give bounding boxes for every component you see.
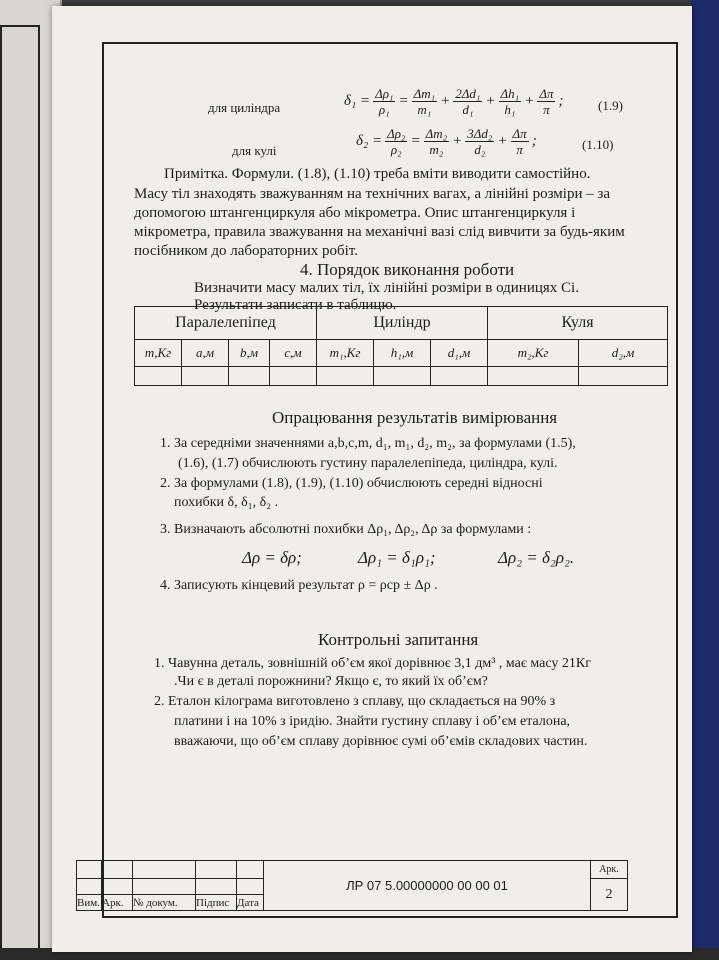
note-line-3: допомогою штангенциркуля або мікрометра. Опис штангенциркуля і: [134, 205, 576, 221]
document-code: ЛР 07 5.00000000 00 00 01: [264, 861, 591, 911]
frac-d2: $\frac{\text{3Δd₂}}{\text{d₂}}$: [467, 126, 493, 157]
col-d1: d₁,м: [431, 340, 488, 367]
col-date: Дата: [237, 895, 264, 911]
table-cell: [431, 367, 488, 386]
col-b: b,м: [229, 340, 270, 367]
sphere-formula-number: (1.10): [582, 137, 614, 152]
frac-pi2: $\frac{\Delta\pi}{\pi}$: [512, 126, 527, 157]
frac-h1: $\frac{\text{Δh₁}}{\text{h₁}}$: [500, 86, 520, 117]
frac-pi1: $\frac{\Delta\pi}{\pi}$: [539, 86, 554, 117]
note-line-5: посібником до лабораторних робіт.: [134, 243, 358, 259]
note-line-4: мікрометра, правила зважування на механічні вазі слід вивчити за будь-яким: [134, 224, 625, 240]
frac-rho2: $\frac{\text{Δρ₂}}{\text{ρ₂}}$: [387, 126, 406, 157]
adjacent-page-frame: [0, 25, 40, 955]
group-sphere: Куля: [488, 307, 668, 340]
processing-item-2a: 2. За формулами (1.8), (1.9), (1.10) обчислюють середні відносні: [160, 476, 543, 491]
sheet-label: Арк.: [591, 861, 628, 879]
question-2b: платини і на 10% з іридію. Знайти густину сплаву і об’єм еталона,: [174, 714, 571, 729]
table-cell: [229, 367, 270, 386]
binder-edge: [691, 0, 719, 960]
cylinder-formula-number: (1.9): [598, 98, 623, 113]
question-2a: 2. Еталон кілограма виготовлено з сплаву, що складається на 90% з: [154, 694, 556, 709]
col-d2: d₂,м: [579, 340, 668, 367]
procedure-heading: 4. Порядок виконання роботи: [300, 260, 515, 279]
procedure-line-2: Результати записати в таблицю.: [194, 297, 397, 313]
cylinder-lhs: δ₁ =: [344, 93, 371, 109]
table-cell: [182, 367, 229, 386]
questions-heading: Контрольні запитання: [318, 630, 479, 649]
processing-item-4: 4. Записують кінцевий результат ρ = ρср ± Δρ .: [160, 578, 438, 593]
table-cell: [579, 367, 668, 386]
question-1b: .Чи є в деталі порожнини? Якщо є, то який їх об’єм?: [174, 674, 488, 689]
col-m2: m₂,Кг: [488, 340, 579, 367]
sphere-lhs: δ₂ =: [356, 133, 383, 149]
processing-item-3: 3. Визначають абсолютні похибки Δρ₁, Δρ₂, Δρ за формулами :: [160, 522, 532, 537]
processing-item-1b: (1.6), (1.7) обчислюють густину паралелепіпеда, циліндра, кулі.: [178, 456, 558, 471]
processing-heading: Опрацювання результатів вимірювання: [272, 408, 558, 427]
note-line-2: Масу тіл знаходять зважуванням на технічних вагах, а лінійні розміри – за: [134, 186, 611, 202]
document-sheet: [52, 6, 692, 952]
sheet-number: 2: [591, 879, 628, 911]
question-2c: вважаючи, що об’єм сплаву дорівнює сумі об’ємів складових частин.: [174, 734, 588, 749]
col-izm: Вим.: [77, 896, 100, 909]
table-cell: [374, 367, 431, 386]
frac-m1: $\frac{\text{Δm₁}}{\text{m₁}}$: [413, 86, 436, 117]
col-ark: Арк.: [102, 895, 133, 911]
processing-item-1a: 1. За середніми значеннями a,b,c,m, d₁, m₁, d₂, m₂, за формулами (1.5),: [160, 436, 576, 451]
frac-rho1: $\frac{\text{Δρ₁}}{\text{ρ₁}}$: [375, 86, 394, 117]
processing-item-2b: похибки δ, δ₁, δ₂ .: [174, 495, 279, 510]
col-c: c,м: [270, 340, 317, 367]
col-h1: h₁,м: [374, 340, 431, 367]
sphere-label: для кулі: [232, 143, 277, 158]
frac-d1: $\frac{\text{2Δd₁}}{\text{d₁}}$: [455, 86, 481, 117]
procedure-line-1: Визначити масу малих тіл, їх лінійні розміри в одиницях Сі.: [194, 280, 579, 296]
sphere-formula: δ₂ = $\frac{\text{Δρ₂}}{\text{ρ₂}}$ = $\frac{\text{Δm₂}}{\text{m₂}}$ + $\frac{\text{3Δd₂}}{\text{d₂}}$ + $\frac{\Delta\pi}{\pi}$ ;: [356, 126, 537, 157]
equation-1: Δρ = δρ;: [242, 548, 302, 567]
table-cell: [488, 367, 579, 386]
title-block: [76, 860, 628, 911]
col-m: m,Кг: [135, 340, 182, 367]
col-sign: Підпис: [196, 895, 237, 911]
col-a: a,м: [182, 340, 229, 367]
table-cell: [270, 367, 317, 386]
group-parallelepiped: Паралелепіпед: [135, 307, 317, 340]
frac-m2: $\frac{\text{Δm₂}}{\text{m₂}}$: [425, 126, 448, 157]
cylinder-label: для циліндра: [208, 100, 281, 115]
table-cell: [317, 367, 374, 386]
measurements-table: [134, 306, 668, 386]
equation-2: Δρ₁ = δ₁ρ₁;: [358, 548, 436, 567]
cylinder-formula: δ₁ = $\frac{\text{Δρ₁}}{\text{ρ₁}}$ = $\frac{\text{Δm₁}}{\text{m₁}}$ + $\frac{\text{2Δd₁}}{\text{d₁}}$ + $\frac{\text{Δh₁}}{\text{h₁}}$ + $\frac{\Delta\pi}{\pi}$ ;: [344, 86, 564, 117]
col-doc: № докум.: [133, 895, 196, 911]
note-line-1: Примітка. Формули. (1.8), (1.10) треба вміти виводити самостійно.: [164, 166, 591, 182]
question-1a: 1. Чавунна деталь, зовнішній об’єм якої дорівнює 3,1 дм³ , має масу 21Кг: [154, 656, 591, 671]
col-m1: m₁,Кг: [317, 340, 374, 367]
group-cylinder: Циліндр: [317, 307, 488, 340]
equation-3: Δρ₂ = δ₂ρ₂.: [498, 548, 575, 567]
table-cell: [135, 367, 182, 386]
